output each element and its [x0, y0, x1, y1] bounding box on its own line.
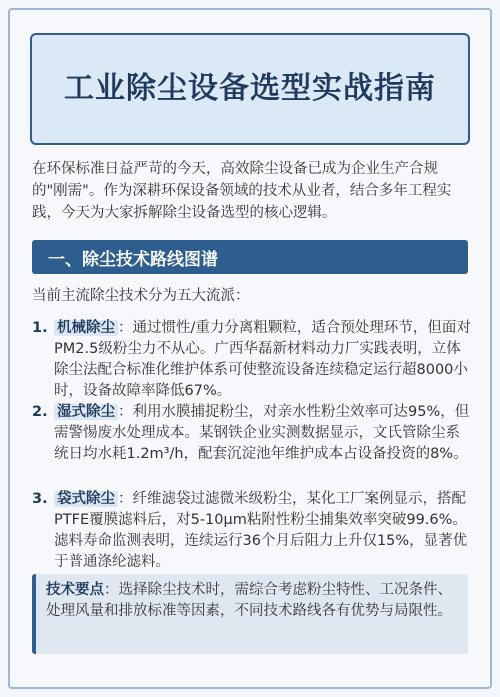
- list-item-text: ：利用水膜捕捉粉尘，对亲水性粉尘效率可达95%，但需警惕废水处理成本。某钢铁企业实测数据显示，文氏管除尘系统日均水耗1.2m³/h，配套沉淀池年维护成本占设备投资的8%。: [54, 404, 470, 462]
- list-item: [32, 489, 472, 573]
- section-heading: 一、除尘技术路线图谱: [48, 249, 218, 270]
- list-item-body: [54, 402, 472, 465]
- list-item-number: 3.: [32, 491, 48, 507]
- list-item-text: ：通过惯性/重力分离粗颗粒，适合预处理环节，但面对PM2.5级粉尘力不从心。广西华磊新材料动力厂实践表明，立体除尘法配合标准化维护体系可使整流设备连续稳定运行超8000小时，设备故障率降低67%。: [54, 320, 471, 399]
- section-heading-bar: [32, 240, 468, 274]
- page-title: 工业除尘设备选型实战指南: [64, 71, 436, 106]
- tip-box: [32, 574, 468, 654]
- list-item-number: 1.: [32, 320, 48, 336]
- intro-paragraph: 在环保标准日益严苛的今天，高效除尘设备已成为企业生产合规的"刚需"。作为深耕环保设备领域的技术从业者，结合多年工程实践，今天为大家拆解除尘设备选型的核心逻辑。: [32, 161, 452, 221]
- title-box: [30, 33, 470, 145]
- list-item-body: [54, 489, 472, 573]
- list-item-term: 机械除尘: [54, 320, 118, 336]
- list-item-term: 湿式除尘: [54, 404, 118, 420]
- list-item: [32, 318, 472, 402]
- lead-text: 当前主流除尘技术分为五大流派：: [32, 288, 250, 304]
- tip-label: 技术要点: [46, 582, 104, 598]
- list-item: [32, 402, 472, 465]
- list-item-body: [54, 318, 472, 402]
- list-item-number: 2.: [32, 404, 48, 420]
- tip-text: ：选择除尘技术时，需综合考虑粉尘特性、工况条件、处理风量和排放标准等因素，不同技术路线各有优势与局限性。: [46, 582, 452, 619]
- list-item-term: 袋式除尘: [54, 491, 118, 507]
- list-item-text: ：纤维滤袋过滤微米级粉尘，某化工厂案例显示，搭配PTFE覆膜滤料后，对5-10μm粘附性粉尘捕集效率突破99.6%。滤料寿命监测表明，连续运行36个月后阻力上升仅15%，显著优于普通涤纶滤料。: [54, 491, 468, 570]
